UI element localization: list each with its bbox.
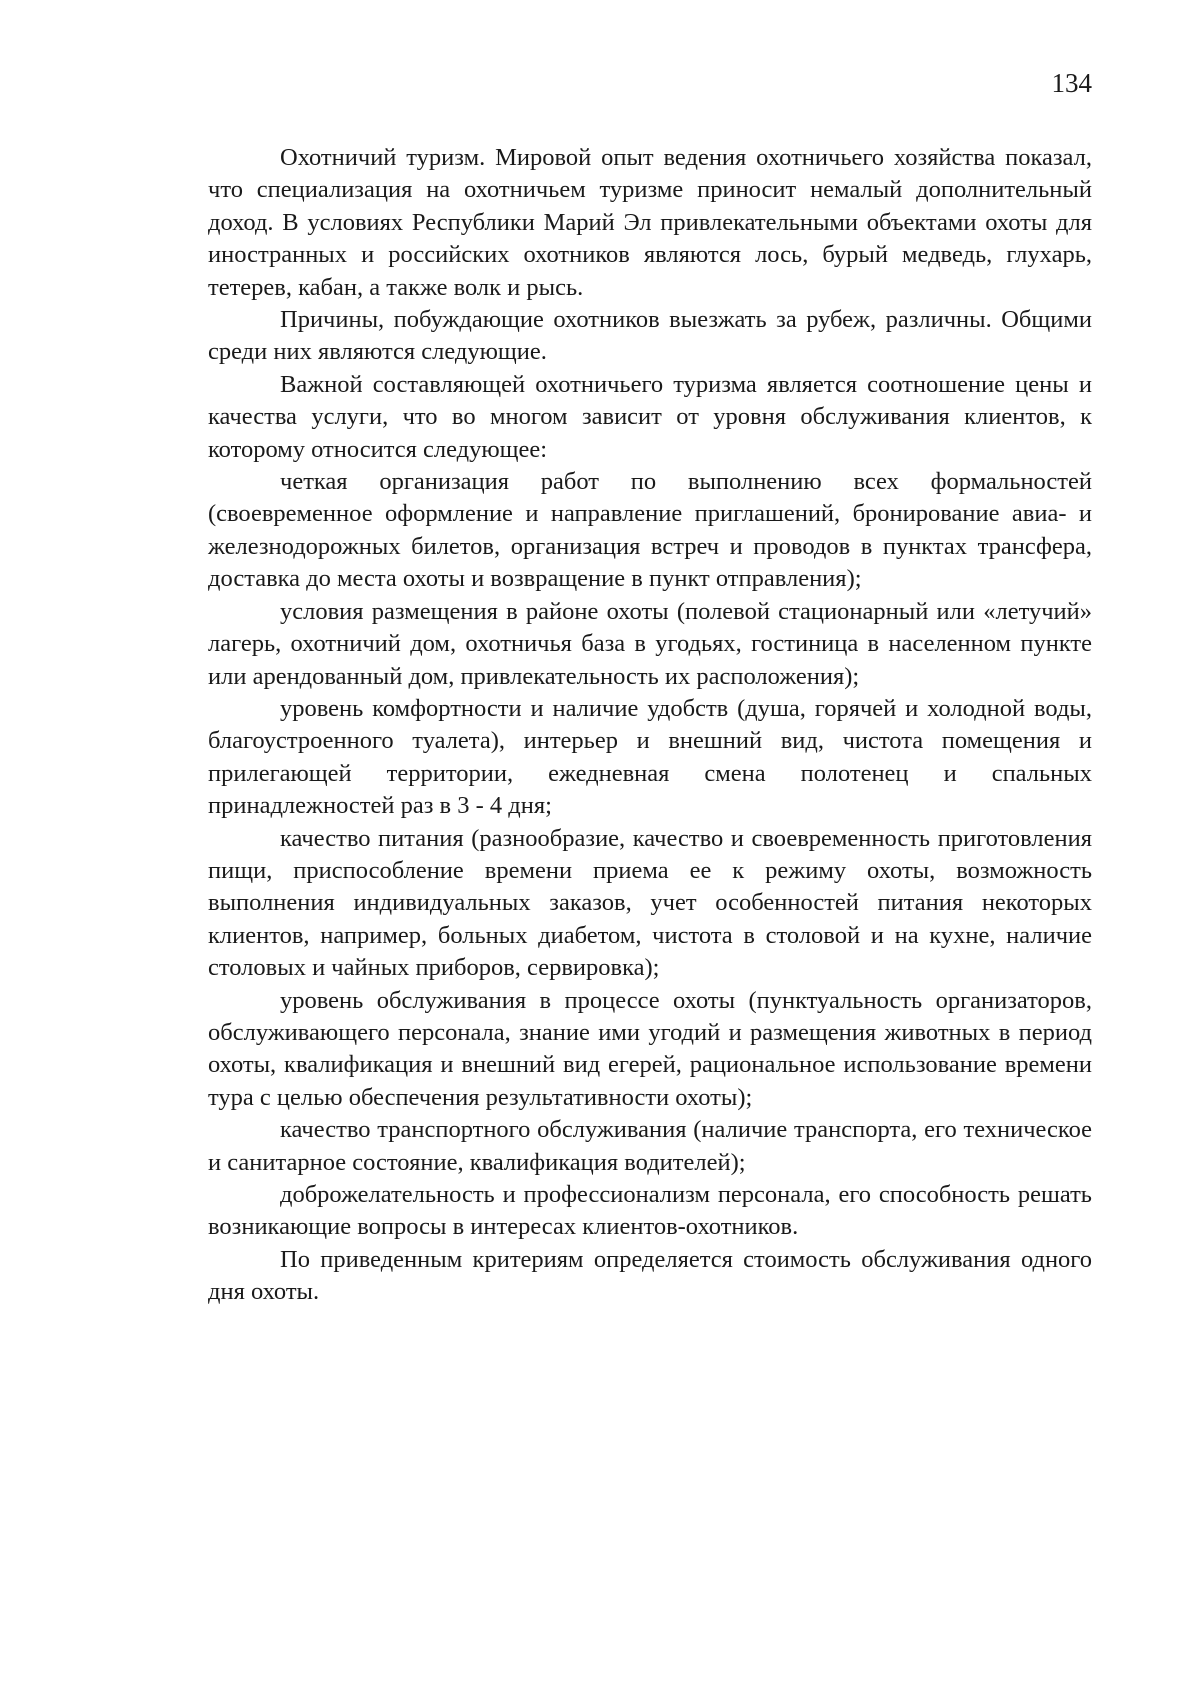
list-item-transport: качество транспортного обслуживания (наличие транспорта, его техническое и санитарное состояние, квалификация водителей); (208, 1116, 1092, 1176)
list-item-hunting-service: уровень обслуживания в процессе охоты (пунктуальность организаторов, обслуживающего персонала, знание ими угодий и размещения животных в период охоты, квалификация и внешний вид егерей, рациональное использование времени тура с целью обеспечения результативности охоты); (208, 986, 1092, 1111)
list-item-food: качество питания (разнообразие, качество и своевременность приготовления пищи, приспособление времени приема ее к режиму охоты, возможность выполнения индивидуальных заказов, учет особенностей питания некоторых клиентов, например, больных диабетом, чистота в столовой и на кухне, наличие столовых и чайных приборов, сервировка); (208, 824, 1092, 982)
paragraph-hunting-tourism: Охотничий туризм. Мировой опыт ведения охотничьего хозяйства показал, что специализация на охотничьем туризме приносит немалый дополнительный доход. В условиях Республики Марий Эл привлекательными объектами охоты для иностранных и российских охотников являются лось, бурый медведь, глухарь, тетерев, кабан, а также волк и рысь. (208, 144, 1092, 301)
body-text (208, 142, 1092, 1309)
paragraph-price-quality: Важной составляющей охотничьего туризма является соотношение цены и качества услуги, что во многом зависит от уровня обслуживания клиентов, к которому относится следующее: (208, 370, 1092, 463)
paragraph-reasons: Причины, побуждающие охотников выезжать за рубеж, различны. Общими среди них являются следующие. (208, 306, 1092, 366)
list-item-staff: доброжелательность и профессионализм персонала, его способность решать возникающие вопросы в интересах клиентов-охотников. (208, 1181, 1092, 1241)
list-item-organization: четкая организация работ по выполнению всех формальностей (своевременное оформление и направление приглашений, бронирование авиа- и железнодорожных билетов, организация встреч и проводов в пунктах трансфера, доставка до места охоты и возвращение в пункт отправления); (208, 468, 1092, 593)
list-item-comfort: уровень комфортности и наличие удобств (душа, горячей и холодной воды, благоустроенного туалета), интерьер и внешний вид, чистота помещения и прилегающей территории, ежедневная смена полотенец и спальных принадлежностей раз в 3 - 4 дня; (208, 694, 1092, 820)
paragraph-cost: По приведенным критериям определяется стоимость обслуживания одного дня охоты. (208, 1245, 1092, 1306)
page-number: 134 (1051, 68, 1092, 98)
list-item-accommodation: условия размещения в районе охоты (полевой стационарный или «летучий» лагерь, охотничий дом, охотничья база в угодьях, гостиница в населенном пункте или арендованный дом, привлекательность их расположения); (208, 597, 1092, 690)
